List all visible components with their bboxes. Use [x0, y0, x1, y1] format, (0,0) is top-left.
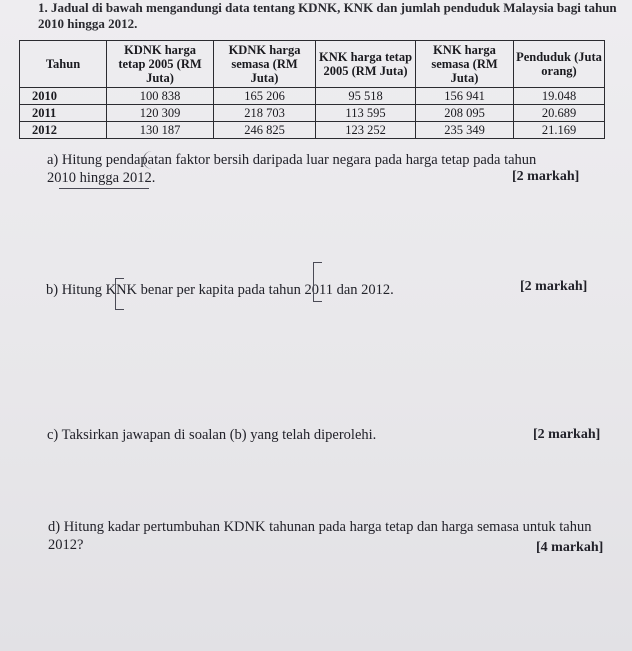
table-cell: 235 349	[416, 122, 514, 139]
table-cell: 130 187	[107, 122, 214, 139]
question-d-text: d) Hitung kadar pertumbuhan KDNK tahunan pada harga tetap dan harga semasa untuk tahun 2012?	[48, 519, 592, 553]
cell-year: 2010	[20, 88, 107, 105]
table-cell: 120 309	[107, 105, 214, 122]
table-row	[20, 122, 605, 139]
cell-year: 2012	[20, 122, 107, 139]
table-cell: 156 941	[416, 88, 514, 105]
question-a-text: a) Hitung pendapatan faktor bersih daripada luar negara pada harga tetap pada tahun 2010 hingga 2012.	[47, 152, 537, 186]
header-tahun: Tahun	[20, 41, 107, 88]
question-d-marks: [4 markah]	[536, 540, 604, 555]
table-cell: 113 595	[316, 105, 416, 122]
table-row	[20, 88, 605, 105]
question-b-text: b) Hitung KNK benar per kapita pada tahun 2011 dan 2012.	[46, 282, 394, 298]
pen-underline-mark	[59, 188, 149, 189]
header-kdnk-tetap: KDNK harga tetap 2005 (RM Juta)	[107, 41, 214, 88]
pen-bracket-mark	[143, 151, 158, 169]
header-knk-tetap: KNK harga tetap 2005 (RM Juta)	[316, 41, 416, 88]
table-cell: 20.689	[514, 105, 605, 122]
table-row	[20, 105, 605, 122]
table-cell: 100 838	[107, 88, 214, 105]
table-cell: 95 518	[316, 88, 416, 105]
table-cell: 208 095	[416, 105, 514, 122]
table-header-row	[20, 41, 605, 88]
header-kdnk-semasa: KDNK harga semasa (RM Juta)	[214, 41, 316, 88]
cell-year: 2011	[20, 105, 107, 122]
table-cell: 19.048	[514, 88, 605, 105]
pen-bracket-mark	[313, 262, 322, 302]
data-table	[19, 40, 605, 139]
table-cell: 123 252	[316, 122, 416, 139]
question-c-text: c) Taksirkan jawapan di soalan (b) yang telah diperolehi.	[47, 427, 377, 443]
question-b-marks: [2 markah]	[520, 279, 588, 294]
table-cell: 21.169	[514, 122, 605, 139]
question-intro: 1. Jadual di bawah mengandungi data tentang KDNK, KNK dan jumlah penduduk Malaysia bagi tahun 2010 hingga 2012.	[38, 0, 617, 31]
pen-bracket-mark	[115, 278, 124, 310]
header-knk-semasa: KNK harga semasa (RM Juta)	[416, 41, 514, 88]
table-cell: 165 206	[214, 88, 316, 105]
table-cell: 218 703	[214, 105, 316, 122]
table-cell: 246 825	[214, 122, 316, 139]
question-c-marks: [2 markah]	[533, 427, 601, 442]
header-penduduk: Penduduk (Juta orang)	[514, 41, 605, 88]
question-a-marks: [2 markah]	[512, 169, 580, 184]
